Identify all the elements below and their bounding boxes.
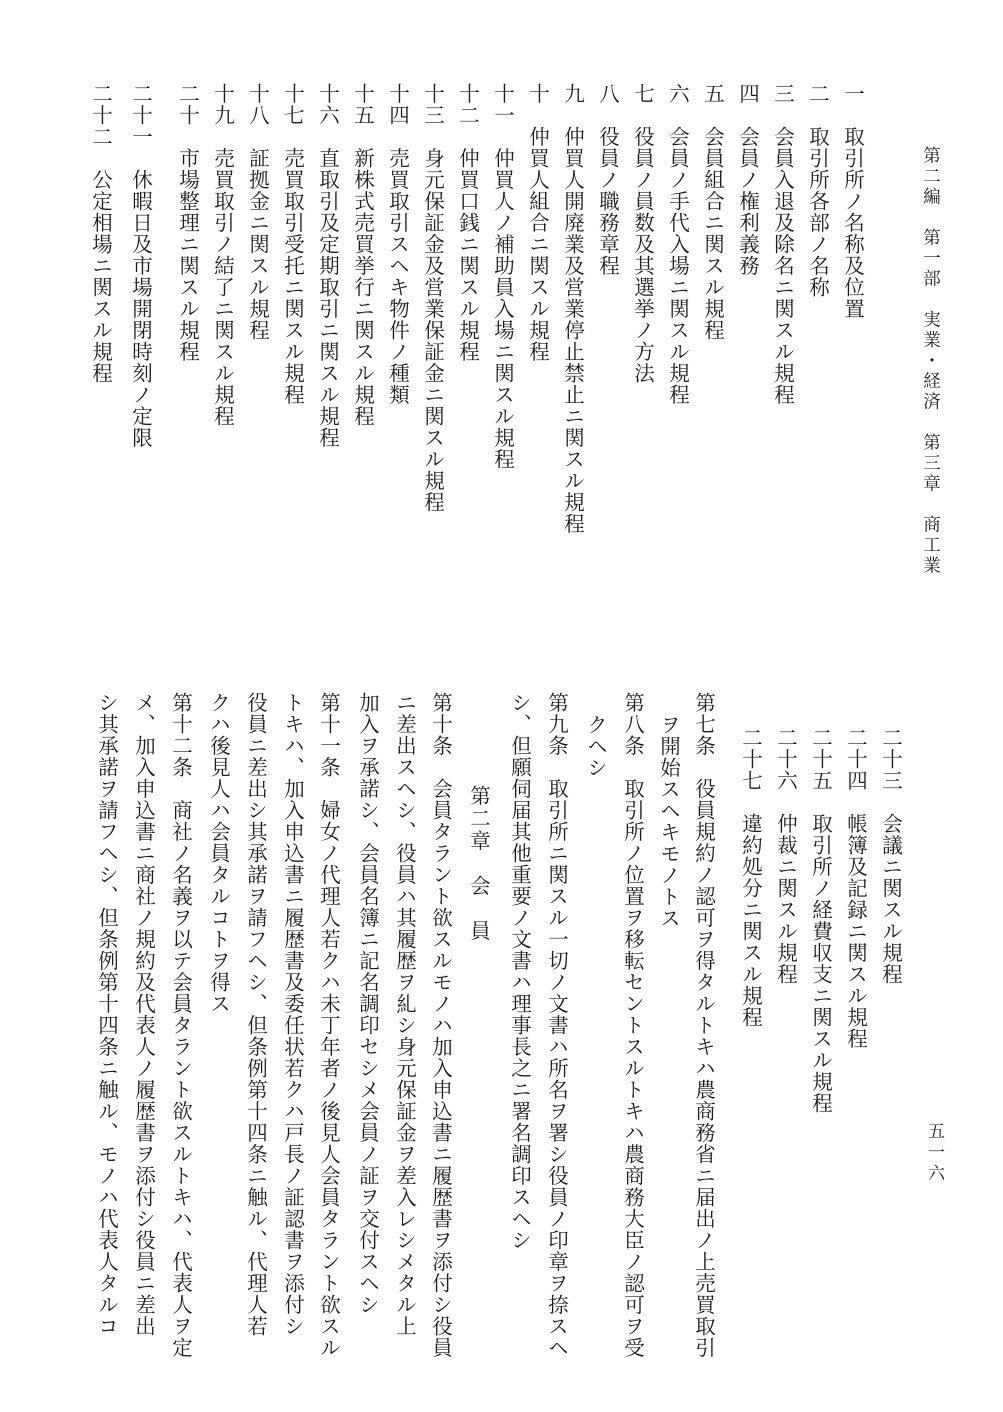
article-line: シ、但願伺届其他重要ノ文書ハ理事長之ニ署名調印スヘシ (507, 692, 532, 1251)
toc-item: 五 会員組合ニ関スル規程 (700, 83, 725, 341)
toc-item: 二十六 仲裁ニ関スル規程 (773, 727, 798, 985)
toc-item: 七 役員ノ員数及其選挙ノ方法 (630, 83, 655, 384)
toc-item: 一 取引所ノ名称及位置 (840, 83, 865, 320)
toc-item: 二十四 帳簿及記録ニ関スル規程 (843, 727, 868, 1050)
article-line: 第十二条 商社ノ名義ヲ以テ会員タラント欲スルトキハ、代表人ヲ定 (168, 692, 193, 1359)
article-line: 第十条 会員タラント欲スルモノハ加入申込書ニ履歴書ヲ添付シ役員 (428, 692, 453, 1359)
toc-item: 十一 仲買人ノ補助員入場ニ関スル規程 (490, 83, 515, 470)
article-line: メ、加入申込書ニ商社ノ規約及代表人ノ履歴書ヲ添付シ役員ニ差出 (131, 692, 156, 1337)
article-line: 役員ニ差出シ其承諾ヲ請フヘシ、但条例第十四条ニ触ル、代理人若 (243, 692, 268, 1337)
article-line: トキハ、加入申込書ニ履歴書及委任状若クハ戸長ノ証認書ヲ添付シ (280, 692, 305, 1337)
toc-item: 十六 直取引及定期取引ニ関スル規程 (315, 83, 340, 449)
toc-item: 六 会員ノ手代入場ニ関スル規程 (665, 83, 690, 406)
article-line: 加入ヲ承諾シ、会員名簿ニ記名調印セシメ会員ノ証ヲ交付スヘシ (355, 692, 380, 1316)
toc-item: 二十一 休暇日及市場開閉時刻ノ定限 (128, 83, 153, 449)
running-head: 第二編 第一部 実業・経済 第三章 商工業 (920, 146, 941, 577)
toc-item: 八 役員ノ職務章程 (595, 83, 620, 277)
article-line: 第九条 取引所ニ関スル一切ノ文書ハ所名ヲ署シ役員ノ印章ヲ捺スヘ (544, 692, 569, 1359)
toc-item: 十四 売買取引スヘキ物件ノ種類 (385, 83, 410, 406)
toc-item: 二十五 取引所ノ経費収支ニ関スル規程 (808, 727, 833, 1114)
toc-item: 二十 市場整理ニ関スル規程 (175, 83, 200, 363)
toc-item: 十七 売買取引受托ニ関スル規程 (280, 83, 305, 406)
article-line: ヲ開始スヘキモノトス (656, 714, 681, 929)
toc-item: 十三 身元保証金及営業保証金ニ関スル規程 (420, 83, 445, 513)
toc-item: 十九 売買取引ノ結了ニ関スル規程 (210, 83, 235, 427)
chapter-heading: 第二章 会 員 (466, 785, 491, 943)
toc-item: 十二 仲買口銭ニ関スル規程 (455, 83, 480, 363)
toc-item: 二 取引所各部ノ名称 (805, 83, 830, 298)
article-line: ニ差出スヘシ、役員ハ其履歴ヲ糺シ身元保証金ヲ差入レシメタル上 (392, 692, 417, 1337)
article-line: クヘシ (583, 714, 608, 779)
toc-item: 十五 新株式売買挙行ニ関スル規程 (350, 83, 375, 427)
article-line: シ其承諾ヲ請フヘシ、但条例第十四条ニ触ル、モノハ代表人タルコ (94, 692, 119, 1337)
toc-item: 二十二 公定相場ニ関スル規程 (88, 83, 113, 384)
page-number: 五一六 (924, 1122, 944, 1185)
toc-item: 二十七 違約処分ニ関スル規程 (738, 727, 763, 1028)
toc-item: 十 仲買人組合ニ関スル規程 (525, 83, 550, 363)
toc-item: 四 会員ノ権利義務 (735, 83, 760, 277)
article-line: 第八条 取引所ノ位置ヲ移転セントスルトキハ農商務大臣ノ認可ヲ受 (620, 692, 645, 1359)
article-line: クハ後見人ハ会員タルコトヲ得ス (206, 692, 231, 1015)
article-line: 第十一条 婦女ノ代理人若クハ未丁年者ノ後見人会員タラント欲スル (316, 692, 341, 1359)
article-line: 第七条 役員規約ノ認可ヲ得タルトキハ農商務省ニ届出ノ上売買取引 (691, 692, 716, 1359)
toc-item: 二十三 会議ニ関スル規程 (878, 727, 903, 985)
toc-item: 十八 証拠金ニ関スル規程 (245, 83, 270, 341)
toc-item: 九 仲買人開廃業及営業停止禁止ニ関スル規程 (560, 83, 585, 535)
toc-item: 三 会員入退及除名ニ関スル規程 (770, 83, 795, 406)
